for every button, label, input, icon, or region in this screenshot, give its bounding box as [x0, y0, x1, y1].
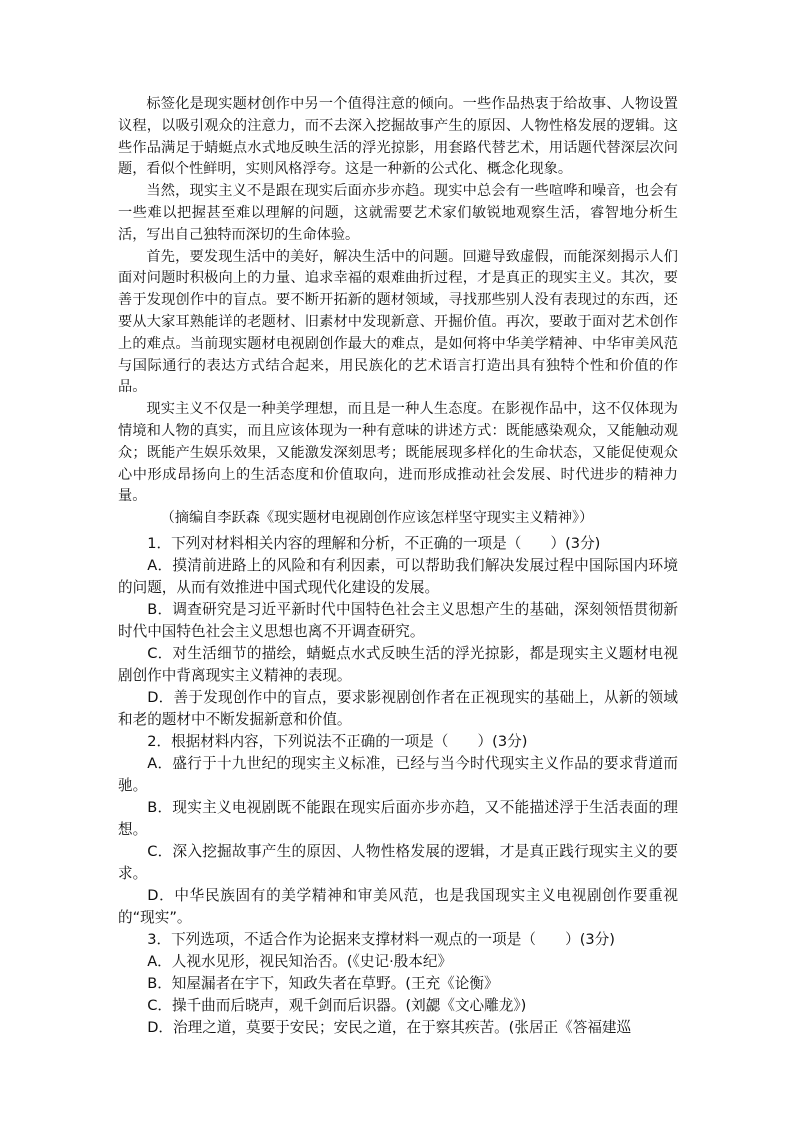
question-2-option-a: A．盛行于十九世纪的现实主义标准，已经与当今时代现实主义作品的要求背道而驰。	[118, 755, 678, 794]
question-3-option-a: A．人视水见形，视民知治否。(《史记·殷本纪》	[147, 953, 453, 970]
passage-paragraph-4: 现实主义不仅是一种美学理想，而且是一种人生态度。在影视作品中，这不仅体现为情境和人物的真实，而且应该体现为一种有意味的讲述方式：既能感染观众，又能触动观众；既能产生娱乐效果，又能激发深刻思考；既能展现多样化的生命状态，又能促使观众心中形成昂扬向上的生活态度和价值取向，进而形成推动社会发展、时代进步的精神力量。	[118, 401, 678, 505]
passage-paragraph-1: 标签化是现实题材创作中另一个值得注意的倾向。一些作品热衷于给故事、人物设置议程，以吸引观众的注意力，而不去深入挖掘故事产生的原因、人物性格发展的逻辑。这些作品满足于蜻蜓点水式地反映生活的浮光掠影，用套路代替艺术，用话题代替深层次问题，看似个性鲜明，实则风格浮夸。这是一种新的公式化、概念化现象。	[118, 96, 678, 178]
question-2-option-c: C．深入挖掘故事产生的原因、人物性格发展的逻辑，才是真正践行现实主义的要求。	[118, 843, 678, 882]
passage-paragraph-3: 首先，要发现生活中的美好，解决生活中的问题。回避导致虚假，而能深刻揭示人们面对问题时积极向上的力量、追求幸福的艰难曲折过程，才是真正的现实主义。其次，要善于发现创作中的盲点。要不断开拓新的题材领域，寻找那些别人没有表现过的东西，还要从大家耳熟能详的老题材、旧素材中发现新意、开掘价值。再次，要敢于面对艺术创作上的难点。当前现实题材电视剧创作最大的难点，是如何将中华美学精神、中华审美风范与国际通行的表达方式结合起来，用民族化的艺术语言打造出具有独特个性和价值的作品。	[118, 248, 678, 396]
question-2-option-b: B．现实主义电视剧既不能跟在现实后面亦步亦趋，又不能描述浮于生活表面的理想。	[118, 799, 678, 838]
question-1-stem: 1．下列对材料相关内容的理解和分析，不正确的一项是（ ）(3分)	[147, 535, 601, 552]
question-2-option-d: D．中华民族固有的美学精神和审美风范，也是我国现实主义电视剧创作要重视的“现实”。	[118, 887, 678, 926]
question-3-option-b: B．知屋漏者在宇下，知政失者在草野。(王充《论衡》	[147, 975, 499, 992]
question-1-option-d: D．善于发现创作中的盲点，要求影视剧创作者在正视现实的基础上，从新的领域和老的题材中不断发掘新意和价值。	[118, 689, 678, 728]
question-1-option-a: A．摸清前进路上的风险和有利因素，可以帮助我们解决发展过程中国际国内环境的问题，从而有效推进中国式现代化建设的发展。	[118, 557, 678, 596]
passage-source: （摘编自李跃森《现实题材电视剧创作应该怎样坚守现实主义精神》）	[160, 510, 594, 527]
question-3-stem: 3．下列选项，不适合作为论据来支撑材料一观点的一项是（ ）(3分)	[147, 931, 615, 948]
question-1-option-c: C．对生活细节的描绘，蜻蜓点水式反映生活的浮光掠影，都是现实主义题材电视剧创作中背离现实主义精神的表现。	[118, 645, 678, 684]
passage-section	[118, 94, 678, 530]
question-2-stem: 2．根据材料内容，下列说法不正确的一项是（ ）(3分)	[147, 733, 528, 750]
question-1-option-b: B．调查研究是习近平新时代中国特色社会主义思想产生的基础，深刻领悟贯彻新时代中国特色社会主义思想也离不开调查研究。	[118, 601, 678, 640]
question-3-option-d: D．治理之道，莫要于安民；安民之道，在于察其疾苦。(张居正《答福建巡	[147, 1019, 632, 1036]
passage-paragraph-2: 当然，现实主义不是跟在现实后面亦步亦趋。现实中总会有一些喧哗和噪音，也会有一些难以把握甚至难以理解的问题，这就需要艺术家们敏锐地观察生活，睿智地分析生活，写出自己独特而深切的生命体验。	[118, 183, 678, 243]
question-3-option-c: C．操千曲而后晓声，观千剑而后识器。(刘勰《文心雕龙》)	[147, 997, 527, 1014]
questions-section	[118, 533, 678, 1039]
